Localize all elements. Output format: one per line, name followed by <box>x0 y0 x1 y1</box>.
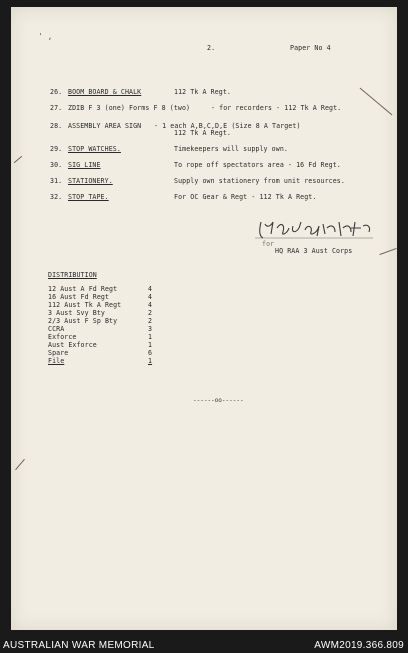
item-number: 30. <box>50 161 63 169</box>
item-detail-continued: 112 Tk A Regt. <box>174 129 231 137</box>
item-number: 27. <box>50 104 63 112</box>
item-detail: To rope off spectators area - 16 Fd Regt. <box>174 161 341 169</box>
distribution-unit: CCRA <box>48 325 65 333</box>
distribution-unit: 112 Aust Tk A Regt <box>48 301 122 309</box>
item-number: 32. <box>50 193 63 201</box>
distribution-count: 2 <box>148 317 153 325</box>
distribution-count: 4 <box>148 301 153 309</box>
distribution-unit: 2/3 Aust F Sp Bty <box>48 317 118 325</box>
item-detail: Supply own stationery from unit resources. <box>174 177 345 185</box>
end-divider: ------oo------ <box>193 397 244 404</box>
distribution-unit: Spare <box>48 349 69 357</box>
distribution-count: 3 <box>148 325 153 333</box>
item-detail: - 1 each A,B,C,D,E (Size 8 A Target) <box>154 122 301 130</box>
item-detail: 112 Tk A Regt. <box>174 88 231 96</box>
item-label: SIG LINE <box>68 161 101 169</box>
distribution-unit: 12 Aust A Fd Regt <box>48 285 118 293</box>
distribution-unit: Aust Exforce <box>48 341 97 349</box>
distribution-unit: File <box>48 357 65 365</box>
distribution-count: 1 <box>148 357 153 365</box>
distribution-count: 4 <box>148 293 153 301</box>
page-number: 2. <box>207 44 216 52</box>
item-detail: Timekeepers will supply own. <box>174 145 288 153</box>
fold-line-left <box>15 459 25 470</box>
item-detail: For OC Gear & Regt - 112 Tk A Regt. <box>174 193 317 201</box>
distribution-unit: 16 Aust Fd Regt <box>48 293 110 301</box>
signature-text <box>255 226 320 234</box>
distribution-unit: Exforce <box>48 333 77 341</box>
fold-line-right <box>360 88 393 116</box>
item-label: STATIONERY. <box>68 177 113 185</box>
item-label: BOOM BOARD & CHALK <box>68 88 142 96</box>
item-label: STOP TAPE. <box>68 193 109 201</box>
distribution-count: 4 <box>148 285 153 293</box>
item-label: STOP WATCHES. <box>68 145 121 153</box>
item-label: ZDIB F 3 (one) Forms F 8 (two) <box>68 104 191 112</box>
distribution-count: 1 <box>148 341 153 349</box>
distribution-unit: 3 Aust Svy Bty <box>48 309 105 317</box>
item-number: 26. <box>50 88 63 96</box>
signature-unit: HQ RAA 3 Aust Corps <box>275 247 353 255</box>
item-detail: - for recorders - 112 Tk A Regt. <box>211 104 342 112</box>
fold-line-mid-right <box>379 248 396 255</box>
item-number: 28. <box>50 122 63 130</box>
item-label: ASSEMBLY AREA SIGN <box>68 122 142 130</box>
distribution-count: 6 <box>148 349 153 357</box>
corner-mark: ' , <box>38 32 53 41</box>
item-number: 31. <box>50 177 63 185</box>
item-number: 29. <box>50 145 63 153</box>
paper-number: Paper No 4 <box>290 44 331 52</box>
distribution-title: DISTRIBUTION <box>48 271 97 279</box>
fold-line-top-left <box>14 156 22 163</box>
distribution-count: 1 <box>148 333 153 341</box>
distribution-count: 2 <box>148 309 153 317</box>
signature-rank: for <box>262 240 275 248</box>
footer-accession-number: AWM2019.366.809 <box>314 640 404 651</box>
footer-institution: AUSTRALIAN WAR MEMORIAL <box>3 640 155 651</box>
